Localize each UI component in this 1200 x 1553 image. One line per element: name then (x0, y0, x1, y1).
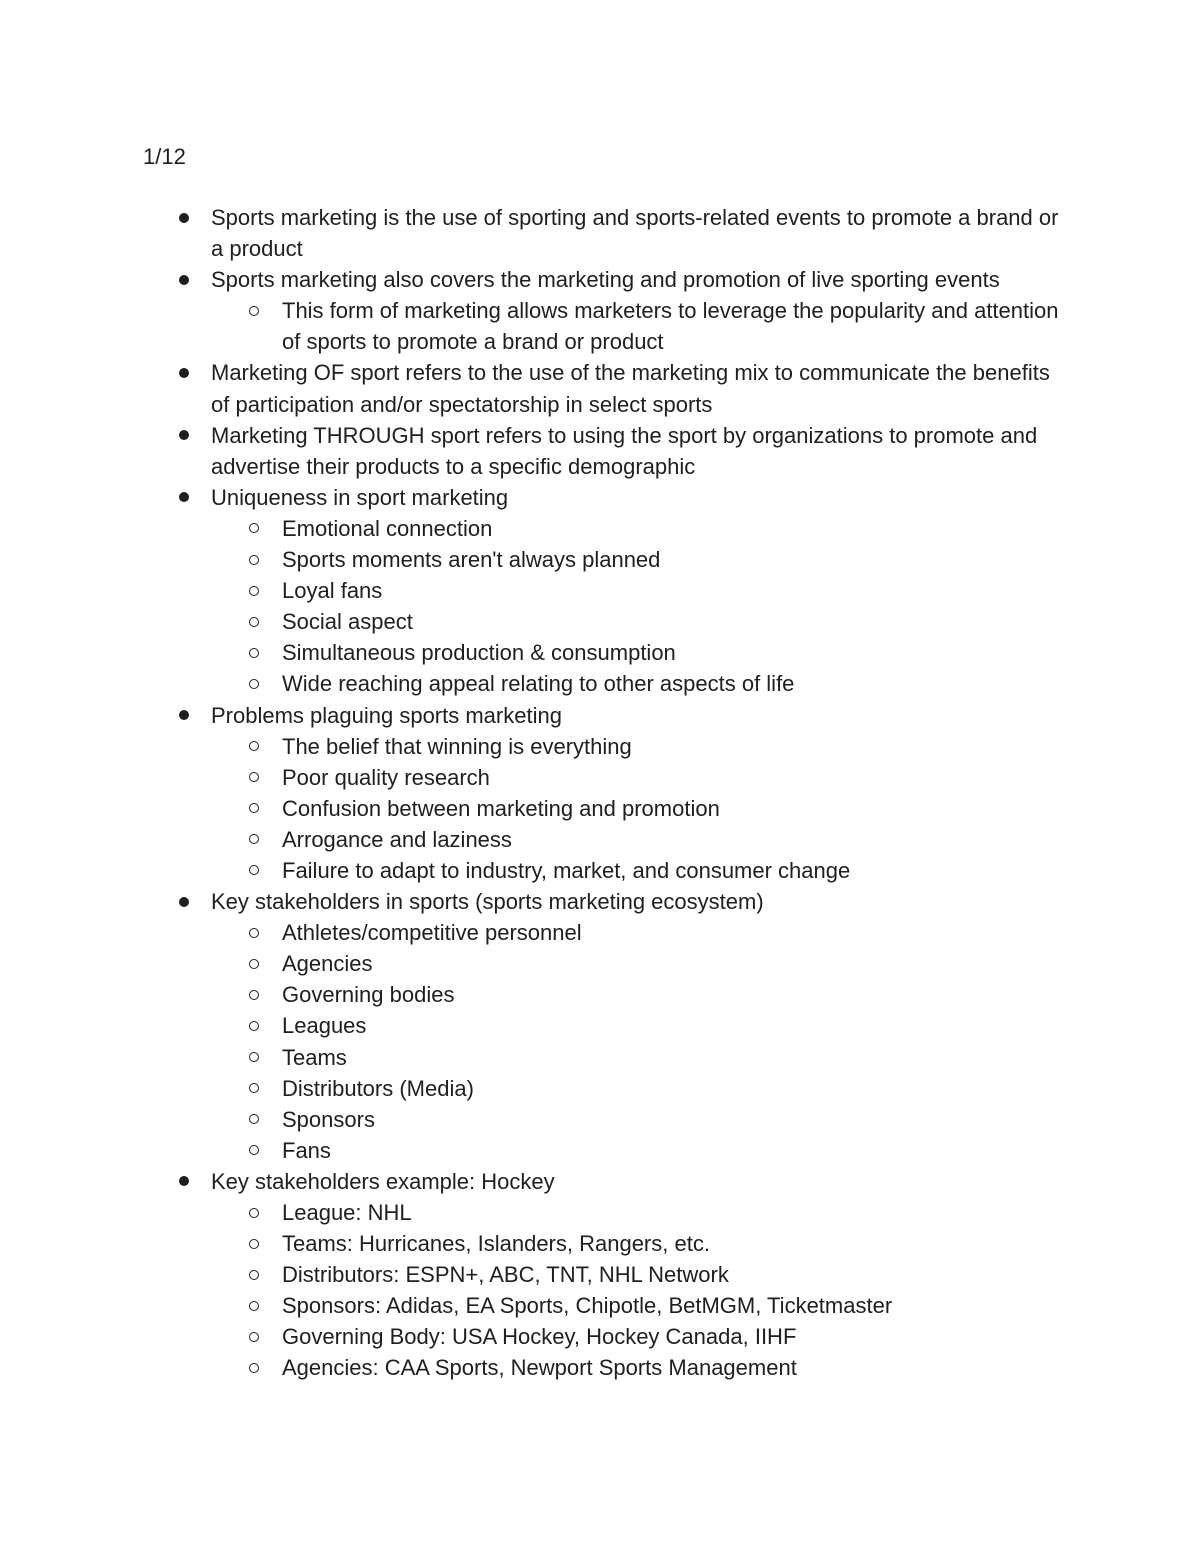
list-item-text: Sponsors (282, 1106, 375, 1132)
filled-bullet-icon (179, 700, 189, 731)
list-item-text: Key stakeholders in sports (sports marketing ecosystem) (211, 889, 764, 915)
list-item-text: Poor quality research (282, 764, 490, 790)
sub-list-item (0, 824, 1072, 855)
list-item-text: Distributors (Media) (282, 1075, 474, 1101)
hollow-bullet-icon (249, 1197, 259, 1228)
hollow-bullet-icon (249, 1073, 259, 1104)
list-item-text: Distributors: ESPN+, ABC, TNT, NHL Network (282, 1262, 729, 1288)
sub-list-item (0, 606, 1072, 637)
filled-bullet-icon (179, 886, 189, 917)
hollow-bullet-icon (249, 1321, 259, 1352)
hollow-bullet-icon (249, 1010, 259, 1041)
sub-list-item (0, 1259, 1072, 1290)
list-item-text: Simultaneous production & consumption (282, 640, 676, 666)
hollow-bullet-icon (249, 575, 259, 606)
filled-bullet-icon (179, 482, 189, 513)
list-item (0, 482, 1071, 513)
list-item (0, 264, 1071, 295)
list-item-text: Athletes/competitive personnel (282, 920, 582, 946)
list-item-text: Agencies: CAA Sports, Newport Sports Management (282, 1355, 797, 1381)
list-item (0, 1166, 1071, 1197)
sub-list-item (0, 855, 1072, 886)
list-item (0, 420, 1071, 482)
list-item (0, 357, 1071, 419)
filled-bullet-icon (179, 357, 189, 388)
list-item-text: League: NHL (282, 1200, 412, 1225)
list-item-text: Failure to adapt to industry, market, and consumer change (282, 857, 851, 883)
sub-list-item (0, 731, 1072, 762)
sub-list-item (0, 762, 1072, 793)
list-item-text: Marketing OF sport refers to the use of the marketing mix to communicate the benefits of participation and/or spectatorship in select sports (211, 360, 1050, 417)
hollow-bullet-icon (249, 1290, 259, 1321)
sub-list-item (0, 1073, 1072, 1104)
list-item (0, 202, 1071, 264)
sub-list-item (0, 1135, 1072, 1166)
sub-list-item (0, 544, 1072, 575)
sub-list-item (0, 1197, 1072, 1228)
hollow-bullet-icon (249, 917, 259, 948)
sub-list-item (0, 1104, 1072, 1135)
list-item-text: Sports marketing also covers the marketing and promotion of live sporting events (211, 267, 1000, 293)
hollow-bullet-icon (249, 793, 259, 824)
list-item-text: Agencies (282, 951, 373, 977)
hollow-bullet-icon (249, 1042, 259, 1073)
hollow-bullet-icon (249, 544, 259, 575)
sub-list-item (0, 917, 1072, 948)
hollow-bullet-icon (249, 979, 259, 1010)
filled-bullet-icon (179, 202, 189, 233)
sub-list-item (0, 295, 1072, 357)
list-item (0, 886, 1071, 917)
sub-list-item (0, 668, 1072, 699)
list-item-text: Social aspect (282, 609, 413, 635)
hollow-bullet-icon (249, 948, 259, 979)
sub-list-item (0, 575, 1072, 606)
sub-list-item (0, 948, 1072, 979)
hollow-bullet-icon (249, 1352, 259, 1383)
sub-list-item (0, 1010, 1072, 1041)
list-item (0, 700, 1071, 731)
hollow-bullet-icon (249, 637, 259, 668)
list-item-text: Key stakeholders example: Hockey (211, 1168, 555, 1194)
sub-list-item (0, 793, 1072, 824)
list-item-text: Sponsors: Adidas, EA Sports, Chipotle, BetMGM, Ticketmaster (282, 1293, 893, 1319)
list-item-text: The belief that winning is everything (282, 733, 632, 759)
list-item-text: Governing bodies (282, 982, 455, 1008)
list-item-text: Marketing THROUGH sport refers to using the sport by organizations to promote and advertise their products to a specific demographic (211, 422, 1038, 479)
list-item-text: Sports marketing is the use of sporting and sports-related events to promote a brand or a product (211, 205, 1059, 262)
hollow-bullet-icon (249, 762, 259, 793)
list-item-text: Wide reaching appeal relating to other aspects of life (282, 671, 795, 697)
sub-list-item (0, 637, 1072, 668)
list-item-text: Leagues (282, 1013, 367, 1039)
hollow-bullet-icon (249, 668, 259, 699)
hollow-bullet-icon (249, 1259, 259, 1290)
sub-list-item (0, 1290, 1072, 1321)
hollow-bullet-icon (249, 295, 259, 326)
hollow-bullet-icon (249, 606, 259, 637)
filled-bullet-icon (179, 1166, 189, 1197)
filled-bullet-icon (179, 264, 189, 295)
filled-bullet-icon (179, 420, 189, 451)
notes-list (0, 202, 1200, 1384)
sub-list-item (0, 513, 1072, 544)
list-item-text: Loyal fans (282, 578, 383, 604)
list-item-text: Confusion between marketing and promotion (282, 795, 720, 821)
list-item-text: Teams (282, 1044, 347, 1070)
sub-list-item (0, 1352, 1072, 1383)
sub-list-item (0, 1042, 1072, 1073)
hollow-bullet-icon (249, 1228, 259, 1259)
hollow-bullet-icon (249, 513, 259, 544)
list-item-text: Governing Body: USA Hockey, Hockey Canada, IIHF (282, 1324, 797, 1350)
list-item-text: Problems plaguing sports marketing (211, 702, 562, 728)
list-item-text: Sports moments aren't always planned (282, 547, 661, 573)
list-item-text: This form of marketing allows marketers to leverage the popularity and attention of sports to promote a brand or product (282, 298, 1059, 355)
hollow-bullet-icon (249, 1135, 259, 1166)
list-item-text: Teams: Hurricanes, Islanders, Rangers, etc. (282, 1231, 710, 1257)
hollow-bullet-icon (249, 824, 259, 855)
sub-list-item (0, 1321, 1072, 1352)
list-item-text: Arrogance and laziness (282, 826, 512, 852)
hollow-bullet-icon (249, 731, 259, 762)
date-heading: 1/12 (143, 144, 186, 169)
sub-list-item (0, 979, 1072, 1010)
sub-list-item (0, 1228, 1072, 1259)
list-item-text: Emotional connection (282, 515, 493, 541)
hollow-bullet-icon (249, 1104, 259, 1135)
list-item-text: Uniqueness in sport marketing (211, 484, 509, 510)
hollow-bullet-icon (249, 855, 259, 886)
list-item-text: Fans (282, 1137, 331, 1163)
